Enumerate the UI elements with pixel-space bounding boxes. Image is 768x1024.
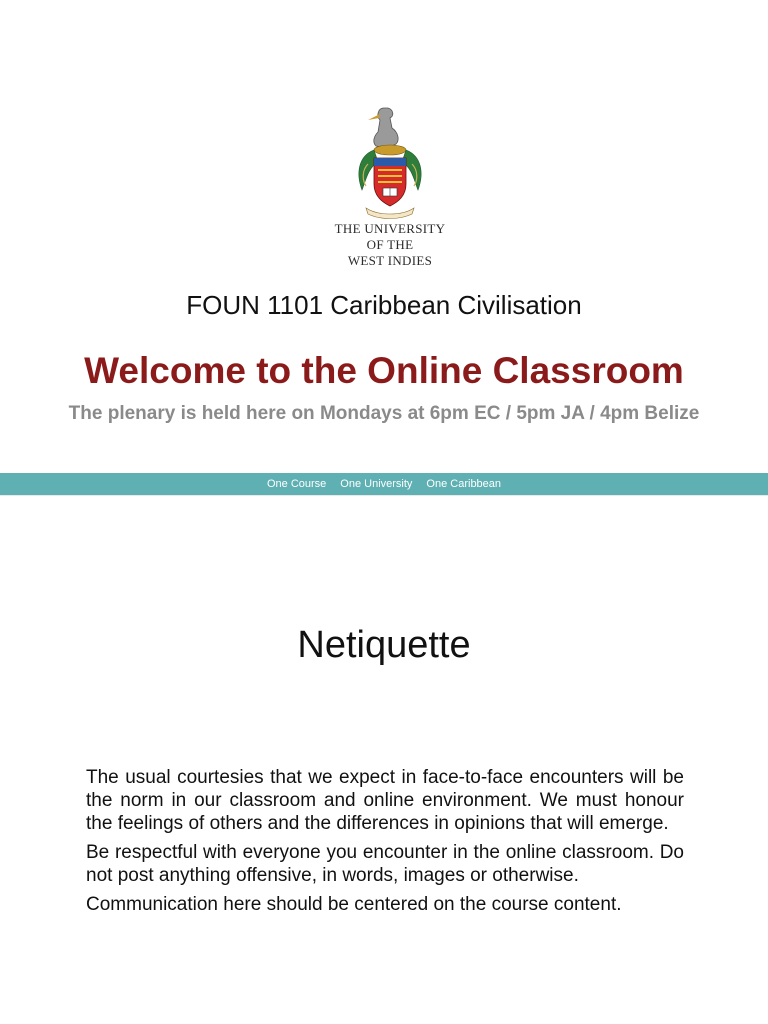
netiquette-slide [0, 496, 768, 1024]
footer-band-item: One Caribbean [426, 478, 502, 490]
netiquette-paragraph: Communication here should be centered on the course content. [86, 894, 622, 915]
footer-band-item: One University [340, 478, 413, 490]
netiquette-paragraph: Be respectful with everyone you encounter in the online classroom. Do not post anything offensive, in words, images or otherwise. [86, 842, 684, 886]
university-name-line: THE UNIVERSITY [334, 221, 446, 236]
welcome-heading: Welcome to the Online Classroom [84, 350, 684, 391]
footer-band-item: One Course [266, 478, 327, 490]
netiquette-body [86, 766, 684, 922]
plenary-note: The plenary is held here on Mondays at 6pm EC / 5pm JA / 4pm Belize [68, 403, 700, 424]
course-title: FOUN 1101 Caribbean Civilisation [186, 290, 582, 320]
university-name-line: WEST INDIES [347, 253, 433, 268]
footer-band [0, 473, 768, 495]
university-crest-icon [348, 104, 432, 220]
university-name [300, 221, 480, 269]
netiquette-title: Netiquette [297, 624, 471, 666]
netiquette-paragraph: The usual courtesies that we expect in face-to-face encounters will be the norm in our classroom and online environment. We must honour the feelings of others and the differences in opinions that will emerge. [86, 767, 684, 834]
university-name-line: OF THE [366, 237, 414, 252]
title-slide [0, 0, 768, 496]
